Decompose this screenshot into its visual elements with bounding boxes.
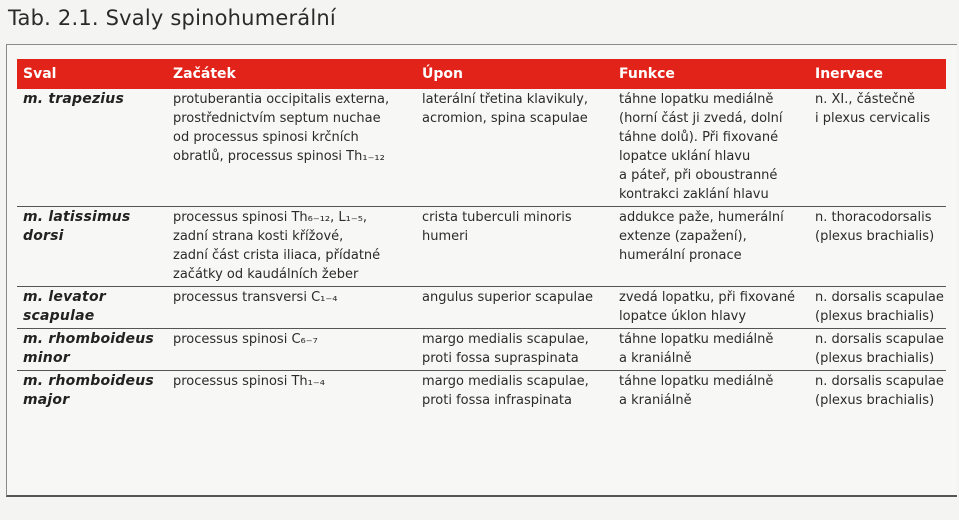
header-inervace: Inervace xyxy=(809,59,946,89)
cell-line: n. dorsalis scapulae xyxy=(815,332,944,347)
cell-line: obratlů, processus spinosi Th₁₋₁₂ xyxy=(173,149,385,164)
cell-sval xyxy=(17,371,167,413)
table-row xyxy=(17,89,946,207)
cell-line: začátky od kaudálních žeber xyxy=(173,267,359,282)
cell-upon xyxy=(416,371,613,413)
cell-funkce xyxy=(613,329,809,371)
cell-line: margo medialis scapulae, xyxy=(422,332,589,347)
cell-funkce xyxy=(613,207,809,287)
cell-line: proti fossa infraspinata xyxy=(422,393,572,408)
cell-line: humerální pronace xyxy=(619,248,742,263)
cell-line: zadní strana kosti křížové, xyxy=(173,229,344,244)
cell-funkce xyxy=(613,371,809,413)
cell-line: (plexus brachialis) xyxy=(815,229,935,244)
cell-line: margo medialis scapulae, xyxy=(422,374,589,389)
cell-line: protuberantia occipitalis externa, xyxy=(173,92,390,107)
cell-line: táhne dolů). Při fixované xyxy=(619,130,779,145)
cell-line: (plexus brachialis) xyxy=(815,393,935,408)
cell-sval xyxy=(17,89,167,207)
cell-line: dorsi xyxy=(23,228,64,244)
cell-line: (horní část ji zvedá, dolní xyxy=(619,111,783,126)
cell-line: zadní část crista iliaca, přídatné xyxy=(173,248,381,263)
cell-sval xyxy=(17,287,167,329)
cell-upon xyxy=(416,329,613,371)
cell-line: m. rhomboideus xyxy=(23,331,154,347)
cell-zacatek xyxy=(167,371,416,413)
cell-line: prostřednictvím septum nuchae xyxy=(173,111,381,126)
cell-line: extenze (zapažení), xyxy=(619,229,747,244)
cell-line: m. levator xyxy=(23,289,106,305)
cell-line: m. trapezius xyxy=(23,91,124,107)
table-body xyxy=(17,89,946,412)
cell-line: addukce paže, humerální xyxy=(619,210,784,225)
cell-sval xyxy=(17,207,167,287)
cell-zacatek xyxy=(167,287,416,329)
table-row xyxy=(17,371,946,413)
cell-funkce xyxy=(613,89,809,207)
cell-line: a kraniálně xyxy=(619,393,692,408)
cell-line: minor xyxy=(23,350,70,366)
muscle-table xyxy=(17,59,946,412)
cell-line: m. latissimus xyxy=(23,209,131,225)
cell-line: táhne lopatku mediálně xyxy=(619,374,774,389)
cell-line: processus spinosi Th₁₋₄ xyxy=(173,374,325,389)
cell-line: processus spinosi Th₆₋₁₂, L₁₋₅, xyxy=(173,210,368,225)
cell-line: táhne lopatku mediálně xyxy=(619,92,774,107)
cell-line: laterální třetina klavikuly, xyxy=(422,92,588,107)
cell-line: i plexus cervicalis xyxy=(815,111,931,126)
cell-line: n. dorsalis scapulae xyxy=(815,374,944,389)
cell-line: n. XI., částečně xyxy=(815,92,916,107)
cell-inervace xyxy=(809,287,946,329)
cell-line: processus transversi C₁₋₄ xyxy=(173,290,338,305)
cell-zacatek xyxy=(167,329,416,371)
cell-line: zvedá lopatku, při fixované xyxy=(619,290,796,305)
cell-inervace xyxy=(809,329,946,371)
table-header xyxy=(17,59,946,89)
cell-line: a kraniálně xyxy=(619,351,692,366)
cell-zacatek xyxy=(167,207,416,287)
header-upon: Úpon xyxy=(416,59,613,89)
cell-line: a páteř, při oboustranné xyxy=(619,168,778,183)
cell-line: n. dorsalis scapulae xyxy=(815,290,944,305)
cell-line: angulus superior scapulae xyxy=(422,290,594,305)
cell-line: (plexus brachialis) xyxy=(815,309,935,324)
cell-line: processus spinosi C₆₋₇ xyxy=(173,332,318,347)
cell-line: acromion, spina scapulae xyxy=(422,111,588,126)
cell-line: táhne lopatku mediálně xyxy=(619,332,774,347)
header-row xyxy=(17,59,946,89)
cell-line: lopatce úklon hlavy xyxy=(619,309,747,324)
cell-line: scapulae xyxy=(23,308,95,324)
cell-sval xyxy=(17,329,167,371)
table-caption: Tab. 2.1. Svaly spinohumerální xyxy=(8,6,336,30)
cell-inervace xyxy=(809,207,946,287)
cell-upon xyxy=(416,89,613,207)
cell-line: kontrakci zaklání hlavu xyxy=(619,187,769,202)
table-row xyxy=(17,207,946,287)
cell-upon xyxy=(416,207,613,287)
cell-line: crista tuberculi minoris xyxy=(422,210,572,225)
cell-funkce xyxy=(613,287,809,329)
header-sval: Sval xyxy=(17,59,167,89)
cell-line: proti fossa supraspinata xyxy=(422,351,579,366)
cell-line: humeri xyxy=(422,229,469,244)
cell-zacatek xyxy=(167,89,416,207)
cell-inervace xyxy=(809,89,946,207)
table-row xyxy=(17,287,946,329)
table-row xyxy=(17,329,946,371)
cell-inervace xyxy=(809,371,946,413)
cell-line: (plexus brachialis) xyxy=(815,351,935,366)
cell-line: od processus spinosi krčních xyxy=(173,130,359,145)
header-zacatek: Začátek xyxy=(167,59,416,89)
cell-line: n. thoracodorsalis xyxy=(815,210,932,225)
cell-line: lopatce uklání hlavu xyxy=(619,149,751,164)
cell-upon xyxy=(416,287,613,329)
header-funkce: Funkce xyxy=(613,59,809,89)
cell-line: major xyxy=(23,392,70,408)
cell-line: m. rhomboideus xyxy=(23,373,154,389)
